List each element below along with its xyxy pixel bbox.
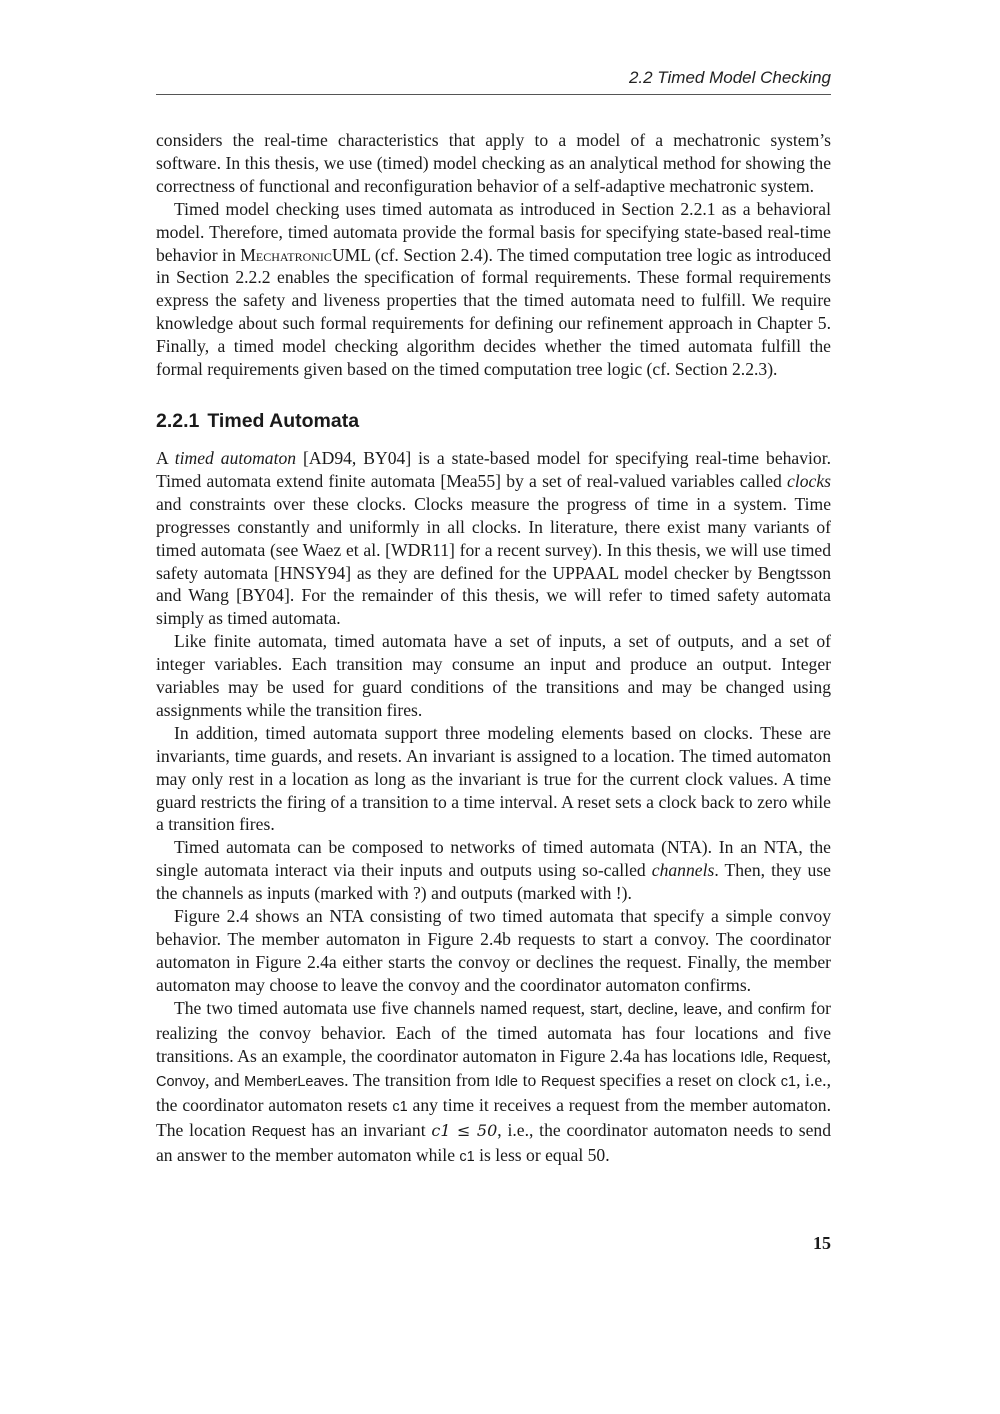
location-name: Request: [772, 1049, 827, 1066]
text-run: (cf. Section 2.4). The timed computation tree logic as introduced in Section 2.2.2 enables the specification of formal requirements. These formal requirements express the safety and liveness properties that the timed automata need to fulfill. We require knowledge about such formal requirements for defining our refinement approach in Chapter 5. Finally, a timed model checking algorithm decides whether the timed automata fulfill the formal requirements given based on the timed computation tree logic (cf. Section 2.2.3).: [156, 244, 831, 380]
text-run: specifies a reset on clock: [594, 1070, 781, 1091]
text-run: has an invariant: [305, 1120, 432, 1141]
text-run: . The transition from: [344, 1070, 495, 1091]
clock-name: c1: [459, 1149, 475, 1166]
header-rule: [156, 94, 831, 95]
paragraph: Like finite automata, timed automata have a set of inputs, a set of outputs, and a set of integer variables. Each transition may consume an input and produce an output. Integer variables may be used for guard conditions of the transitions and may be changed using assignments while the transition fires.: [156, 631, 831, 720]
running-header: 2.2 Timed Model Checking: [628, 68, 831, 87]
text-run: A: [156, 447, 175, 468]
channel-name: decline: [627, 1001, 674, 1018]
clock-name: c1: [780, 1074, 797, 1091]
text-run: , i.e., the coordinator automaton needs to send an answer to the member automaton while: [156, 1120, 832, 1166]
location-name: Convoy: [156, 1074, 206, 1091]
text-run: is less or equal 50.: [474, 1145, 610, 1166]
section-title: Timed Automata: [207, 409, 360, 432]
paragraph: [156, 997, 831, 1169]
text-run: ,: [826, 1045, 832, 1066]
paragraph: Figure 2.4 shows an NTA consisting of two timed automata that specify a simple convoy behavior. The member automaton in Figure 2.4b requests to start a convoy. The coordinator automaton in Figure 2.4a either starts the convoy or declines the request. Finally, the member automaton may choose to leave the convoy and the coordinator automaton confirms.: [156, 906, 831, 995]
location-name: Idle: [494, 1074, 518, 1091]
text-run: ,: [580, 997, 591, 1018]
section-heading: [156, 409, 831, 433]
paragraph: In addition, timed automata support three modeling elements based on clocks. These are invariants, time guards, and resets. An invariant is assigned to a location. The timed automaton may only rest in a location as long as the invariant is true for the current clock values. A time guard restricts the firing of a transition to a time interval. A reset sets a clock back to zero while a transition fires.: [156, 722, 831, 835]
text-run: , and: [717, 997, 758, 1018]
text-run: Timed automata can be composed to networks of timed automata (NTA). In an NTA, the single automata interact via their inputs and outputs using so-called: [156, 837, 831, 881]
page-number: 15: [813, 1233, 831, 1253]
paragraph: considers the real-time characteristics that apply to a model of a mechatronic system’s software. In this thesis, we use (timed) model checking as an analytical method for showing the correctness of functional and reconfiguration behavior of a self-adaptive mechatronic system.: [156, 130, 831, 196]
text-run: , i.e., the coordinator automaton resets: [156, 1070, 831, 1116]
channel-name: leave: [683, 1001, 718, 1018]
product-name-suffix: UML: [331, 244, 371, 265]
page-content: [156, 129, 831, 1169]
text-run: . Then, they use the channels as inputs (marked with ?) and outputs (marked with !).: [156, 860, 831, 904]
location-name: MemberLeaves: [244, 1074, 345, 1091]
product-name: Mechatronic: [240, 244, 332, 265]
location-name: Request: [540, 1074, 595, 1091]
emphasis: channels: [651, 860, 715, 881]
section-number: 2.2.1: [156, 409, 200, 432]
text-run: ,: [763, 1045, 773, 1066]
paragraph: [156, 836, 831, 905]
text-run: Timed model checking uses timed automata as introduced in Section 2.2.1 as a behavioral model. Therefore, timed automata provide the formal basis for specifying state-based real-time behavior in: [156, 198, 831, 265]
text-run: , and: [205, 1070, 245, 1091]
channel-name: start: [590, 1001, 619, 1018]
location-name: Idle: [740, 1049, 764, 1066]
text-run: ,: [618, 997, 628, 1018]
location-name: Request: [251, 1124, 306, 1141]
math-invariant: c1 ≤ 50: [431, 1121, 498, 1141]
text-run: and constraints over these clocks. Clocks measure the progress of time in a system. Time progresses constantly and uniformly in all clocks. In literature, there exist many variants of timed automata (see Waez et al. [WDR11] for a recent survey). In this thesis, we will use timed safety automata [HNSY94] as they are defined for the UPPAAL model checker by Bengtsson and Wang [BY04]. For the remainder of this thesis, we will refer to timed safety automata simply as timed automata.: [156, 493, 831, 629]
text-run: to: [517, 1070, 541, 1091]
emphasis: timed automaton: [174, 447, 297, 468]
text-run: ,: [673, 997, 684, 1018]
text-run: for realizing the convoy behavior. Each of the timed automata has four locations and five transitions. As an example, the coordinator automaton in Figure 2.4a has locations: [156, 997, 831, 1066]
paragraph: [156, 447, 831, 630]
clock-name: c1: [392, 1099, 408, 1116]
channel-name: request: [532, 1001, 581, 1018]
paragraph: [156, 198, 831, 381]
channel-name: confirm: [757, 1001, 806, 1018]
text-run: The two timed automata use five channels named: [174, 997, 533, 1018]
emphasis: clocks: [787, 470, 831, 491]
text-run: [AD94, BY04] is a state-based model for specifying real-time behavior. Timed automata extend finite automata [Mea55] by a set of real-valued variables called: [156, 447, 832, 491]
text-run: any time it receives a request from the member automaton. The location: [156, 1095, 831, 1141]
